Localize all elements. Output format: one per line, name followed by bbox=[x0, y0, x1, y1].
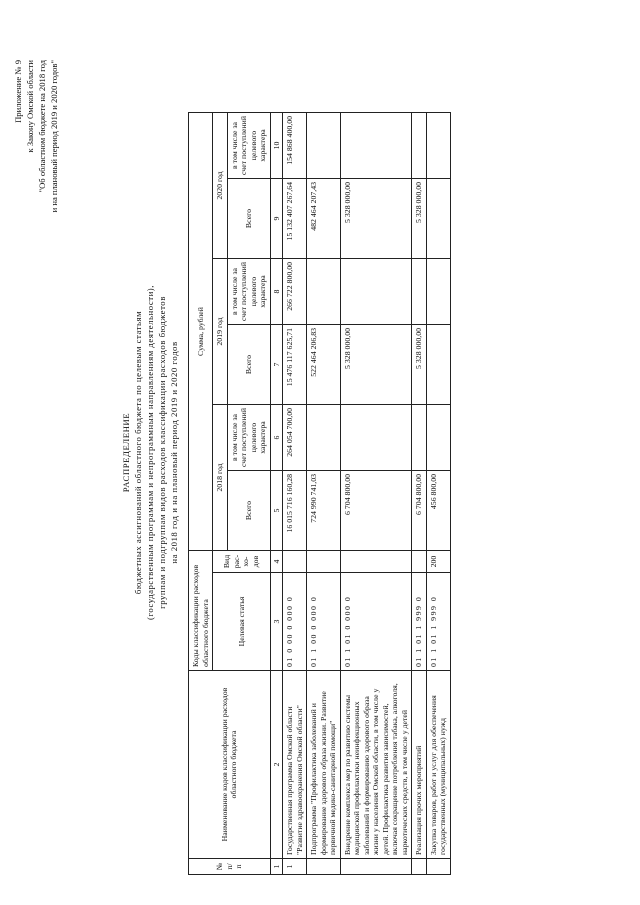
row-total-2020: 15 132 407 267,64 bbox=[283, 179, 307, 259]
row-total-2020: 5 328 000,00 bbox=[412, 179, 427, 259]
row-target: 01 1 01 1 999 0 bbox=[412, 573, 427, 671]
row-incl-2020 bbox=[412, 113, 427, 179]
row-name: Внедрение комплекса мер по развитию системы медицинской профилактики неинфекционных заболеваний и формированию здорового образа жизни у населения Омской области, в том числе у детей. Профилактика развития зависимостей, включая сокращение потребления табака, алкоголя, наркотических средств, в том числе у детей bbox=[340, 671, 412, 859]
row-incl-2019 bbox=[426, 259, 450, 325]
row-vid bbox=[412, 551, 427, 573]
header-incl-2019: в том числе за счет поступлений целевого характера bbox=[227, 259, 270, 325]
row-num bbox=[426, 859, 450, 875]
table-row bbox=[426, 113, 450, 875]
row-incl-2018: 264 054 700,00 bbox=[283, 405, 307, 471]
row-vid: 200 bbox=[426, 551, 450, 573]
row-total-2019: 15 476 117 625,71 bbox=[283, 325, 307, 405]
table-row bbox=[283, 113, 307, 875]
row-target: 01 1 01 1 999 0 bbox=[426, 573, 450, 671]
appendix-line: "Об областном бюджете на 2018 год bbox=[37, 60, 47, 193]
row-incl-2020 bbox=[340, 113, 412, 179]
row-total-2020: 482 464 207,43 bbox=[307, 179, 341, 259]
header-total-2020: Всего bbox=[227, 179, 270, 259]
row-incl-2018 bbox=[412, 405, 427, 471]
column-index: 3 bbox=[270, 573, 283, 671]
row-target: 01 1 00 0 000 0 bbox=[307, 573, 341, 671]
row-incl-2019 bbox=[412, 259, 427, 325]
row-target: 01 1 01 0 000 0 bbox=[340, 573, 412, 671]
title-line: (государственным программам и непрограммным направлениям деятельности), bbox=[145, 285, 155, 620]
row-total-2019: 522 464 206,83 bbox=[307, 325, 341, 405]
row-incl-2020 bbox=[307, 113, 341, 179]
table-row bbox=[412, 113, 427, 875]
appendix-line: к Закону Омской области bbox=[25, 60, 35, 153]
column-index: 8 bbox=[270, 259, 283, 325]
row-total-2019: 5 328 000,00 bbox=[340, 325, 412, 405]
title-line: бюджетных ассигнований областного бюджета по целевым статьям bbox=[133, 310, 143, 595]
header-total-2019: Всего bbox=[227, 325, 270, 405]
row-name: Закупка товаров, работ и услуг для обеспечения государственных (муниципальных) нужд bbox=[426, 671, 450, 859]
row-incl-2019 bbox=[340, 259, 412, 325]
row-num bbox=[412, 859, 427, 875]
column-index: 1 bbox=[270, 859, 283, 875]
column-index: 5 bbox=[270, 471, 283, 551]
header-total-2018: Всего bbox=[227, 471, 270, 551]
header-vid: Вид рас- хо- дов bbox=[213, 551, 271, 573]
column-index: 2 bbox=[270, 671, 283, 859]
header-year-2019: 2019 год bbox=[213, 259, 228, 405]
row-total-2018: 6 704 800,00 bbox=[412, 471, 427, 551]
header-name: Наименование кодов классификации расходов областного бюджета bbox=[189, 671, 271, 859]
row-total-2018: 456 800,00 bbox=[426, 471, 450, 551]
row-total-2020: 5 328 000,00 bbox=[340, 179, 412, 259]
header-target: Целевая статья bbox=[213, 573, 271, 671]
appendix-header bbox=[12, 60, 60, 380]
title-line: группам и подгруппам видов расходов классификации расходов бюджетов bbox=[157, 296, 167, 609]
row-incl-2018 bbox=[307, 405, 341, 471]
row-name: Подпрограмма "Профилактика заболеваний и формирование здорового образа жизни. Развитие первичной медико-санитарной помощи" bbox=[307, 671, 341, 859]
table-row bbox=[307, 113, 341, 875]
row-num bbox=[340, 859, 412, 875]
header-codes: Коды классификации расходов областного бюджета bbox=[189, 551, 213, 671]
row-total-2018: 6 704 800,00 bbox=[340, 471, 412, 551]
row-num: 1 bbox=[283, 859, 307, 875]
row-name: Реализация прочих мероприятий bbox=[412, 671, 427, 859]
appendix-line: и на плановый период 2019 и 2020 годов" bbox=[49, 60, 59, 213]
row-total-2019 bbox=[426, 325, 450, 405]
row-incl-2019 bbox=[307, 259, 341, 325]
row-incl-2018 bbox=[340, 405, 412, 471]
title-line: на 2018 год и на плановый период 2019 и 2020 годов bbox=[169, 341, 179, 564]
row-name: Государственная программа Омской области "Развитие здравоохранения Омской области" bbox=[283, 671, 307, 859]
row-total-2020 bbox=[426, 179, 450, 259]
header-incl-2018: в том числе за счет поступлений целевого характера bbox=[227, 405, 270, 471]
row-vid bbox=[340, 551, 412, 573]
row-total-2018: 724 990 741,03 bbox=[307, 471, 341, 551]
column-index: 9 bbox=[270, 179, 283, 259]
document-title bbox=[120, 0, 180, 905]
title-line: РАСПРЕДЕЛЕНИЕ bbox=[121, 412, 131, 493]
row-total-2018: 16 015 716 160,28 bbox=[283, 471, 307, 551]
column-index: 4 bbox=[270, 551, 283, 573]
row-incl-2018 bbox=[426, 405, 450, 471]
header-num: № п/п bbox=[189, 859, 271, 875]
row-incl-2020 bbox=[426, 113, 450, 179]
row-vid bbox=[283, 551, 307, 573]
row-incl-2020: 154 868 400,00 bbox=[283, 113, 307, 179]
header-year-2020: 2020 год bbox=[213, 113, 228, 259]
column-index: 7 bbox=[270, 325, 283, 405]
table-row bbox=[340, 113, 412, 875]
header-year-2018: 2018 год bbox=[213, 405, 228, 551]
header-incl-2020: в том числе за счет поступлений целевого характера bbox=[227, 113, 270, 179]
row-target: 01 0 00 0 000 0 bbox=[283, 573, 307, 671]
header-sum: Сумма, рублей bbox=[189, 113, 213, 551]
column-index: 10 bbox=[270, 113, 283, 179]
column-index: 6 bbox=[270, 405, 283, 471]
row-num bbox=[307, 859, 341, 875]
row-incl-2019: 266 722 800,00 bbox=[283, 259, 307, 325]
budget-table bbox=[188, 112, 451, 875]
row-vid bbox=[307, 551, 341, 573]
column-index-row bbox=[270, 113, 283, 875]
appendix-line: Приложение № 9 bbox=[13, 60, 23, 123]
row-total-2019: 5 328 000,00 bbox=[412, 325, 427, 405]
